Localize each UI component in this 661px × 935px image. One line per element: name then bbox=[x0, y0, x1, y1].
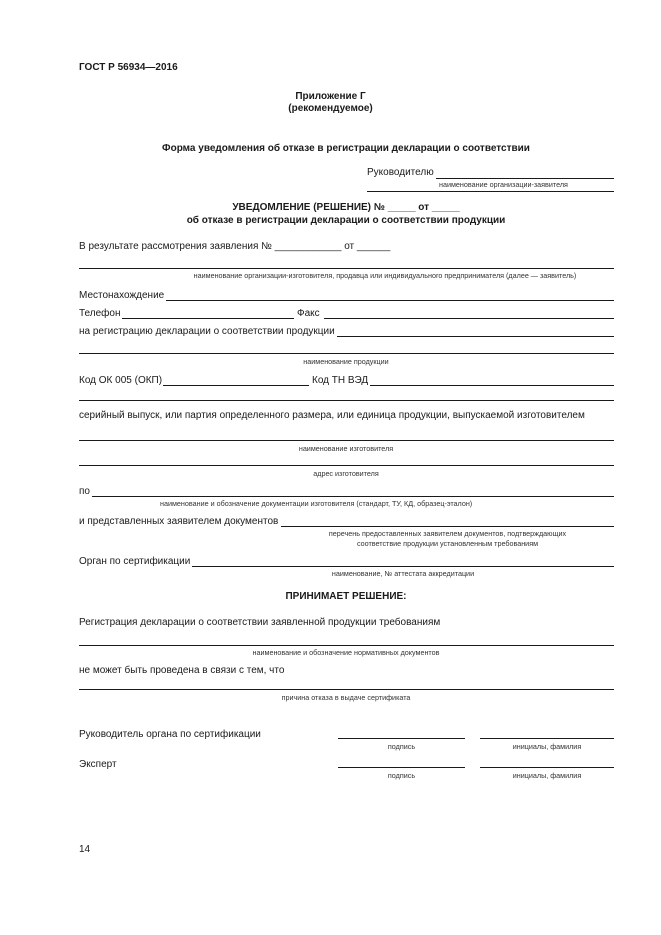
submitted-caption-2: соответствие продукции установленным требованиям bbox=[356, 539, 539, 548]
phone-label: Телефон bbox=[79, 308, 121, 319]
page-number: 14 bbox=[79, 844, 91, 855]
product-line bbox=[79, 353, 614, 354]
cannot-label: не может быть проведена в связи с тем, что bbox=[79, 665, 285, 676]
serial-label: серийный выпуск, или партия определенного размера, или единица продукции, выпускаемой изготовителем bbox=[79, 410, 585, 421]
standard-code: ГОСТ Р 56934—2016 bbox=[79, 62, 178, 73]
submitted-caption-1: перечень предоставленных заявителем документов, подтверждающих bbox=[328, 529, 567, 538]
submitted-label: и представленных заявителем документов bbox=[79, 516, 279, 527]
addressee-caption: наименование организации-заявителя bbox=[439, 180, 568, 189]
manufacturer-caption: наименование изготовителя bbox=[298, 444, 394, 453]
applicant-caption: наименование организации-изготовителя, продавца или индивидуального предпринимателя (далее — заявитель) bbox=[193, 271, 577, 280]
body-line bbox=[192, 566, 614, 567]
reason-line bbox=[79, 689, 614, 690]
reason-caption: причина отказа в выдаче сертификата bbox=[281, 693, 411, 702]
body-label: Орган по сертификации bbox=[79, 556, 191, 567]
head-sign-caption: подпись bbox=[387, 742, 416, 751]
addressee-label: Руководителю bbox=[367, 167, 434, 178]
location-line bbox=[166, 300, 614, 301]
appendix-subtitle: (рекомендуемое) bbox=[288, 103, 373, 114]
form-title: Форма уведомления об отказе в регистрации декларации о соответствии bbox=[162, 143, 530, 154]
codes-line-2 bbox=[79, 400, 614, 401]
docs-line bbox=[92, 496, 614, 497]
expert-signature-label: Эксперт bbox=[79, 759, 117, 770]
notice-subtitle: об отказе в регистрации декларации о соответствии продукции bbox=[186, 215, 506, 226]
addressee-line-2 bbox=[367, 191, 614, 192]
result-label: В результате рассмотрения заявления № ____________ от ______ bbox=[79, 241, 391, 252]
decision-title: ПРИНИМАЕТ РЕШЕНИЕ: bbox=[285, 591, 407, 602]
expert-signature-line bbox=[338, 767, 465, 768]
fax-line bbox=[324, 318, 614, 319]
decision-text: Регистрация декларации о соответствии заявленной продукции требованиям bbox=[79, 617, 441, 628]
address-line bbox=[79, 465, 614, 466]
tnved-line bbox=[370, 385, 614, 386]
expert-initials-line bbox=[480, 767, 614, 768]
by-label: по bbox=[79, 486, 90, 497]
phone-line bbox=[122, 318, 294, 319]
expert-initials-caption: инициалы, фамилия bbox=[512, 771, 582, 780]
head-initials-caption: инициалы, фамилия bbox=[512, 742, 582, 751]
norms-caption: наименование и обозначение нормативных документов bbox=[252, 648, 440, 657]
appendix-title: Приложение Г bbox=[295, 91, 366, 102]
applicant-line bbox=[79, 268, 614, 269]
notice-title: УВЕДОМЛЕНИЕ (РЕШЕНИЕ) № _____ от _____ bbox=[232, 202, 460, 213]
registration-line bbox=[337, 336, 614, 337]
head-signature-line bbox=[338, 738, 465, 739]
manufacturer-line bbox=[79, 440, 614, 441]
addressee-line bbox=[436, 178, 614, 179]
docs-caption: наименование и обозначение документации изготовителя (стандарт, ТУ, КД, образец-эталон) bbox=[160, 499, 473, 508]
okp-label: Код ОК 005 (ОКП) bbox=[79, 375, 163, 386]
head-initials-line bbox=[480, 738, 614, 739]
norms-line bbox=[79, 645, 614, 646]
product-caption: наименование продукции bbox=[303, 357, 389, 366]
body-caption: наименование, № аттестата аккредитации bbox=[331, 569, 475, 578]
submitted-line bbox=[281, 526, 614, 527]
tnved-label: Код ТН ВЭД bbox=[312, 375, 369, 386]
address-caption: адрес изготовителя bbox=[313, 469, 379, 478]
registration-label: на регистрацию декларации о соответствии продукции bbox=[79, 326, 335, 337]
expert-sign-caption: подпись bbox=[387, 771, 416, 780]
okp-line bbox=[163, 385, 309, 386]
fax-label: Факс bbox=[297, 308, 320, 319]
location-label: Местонахождение bbox=[79, 290, 165, 301]
head-signature-label: Руководитель органа по сертификации bbox=[79, 729, 261, 740]
